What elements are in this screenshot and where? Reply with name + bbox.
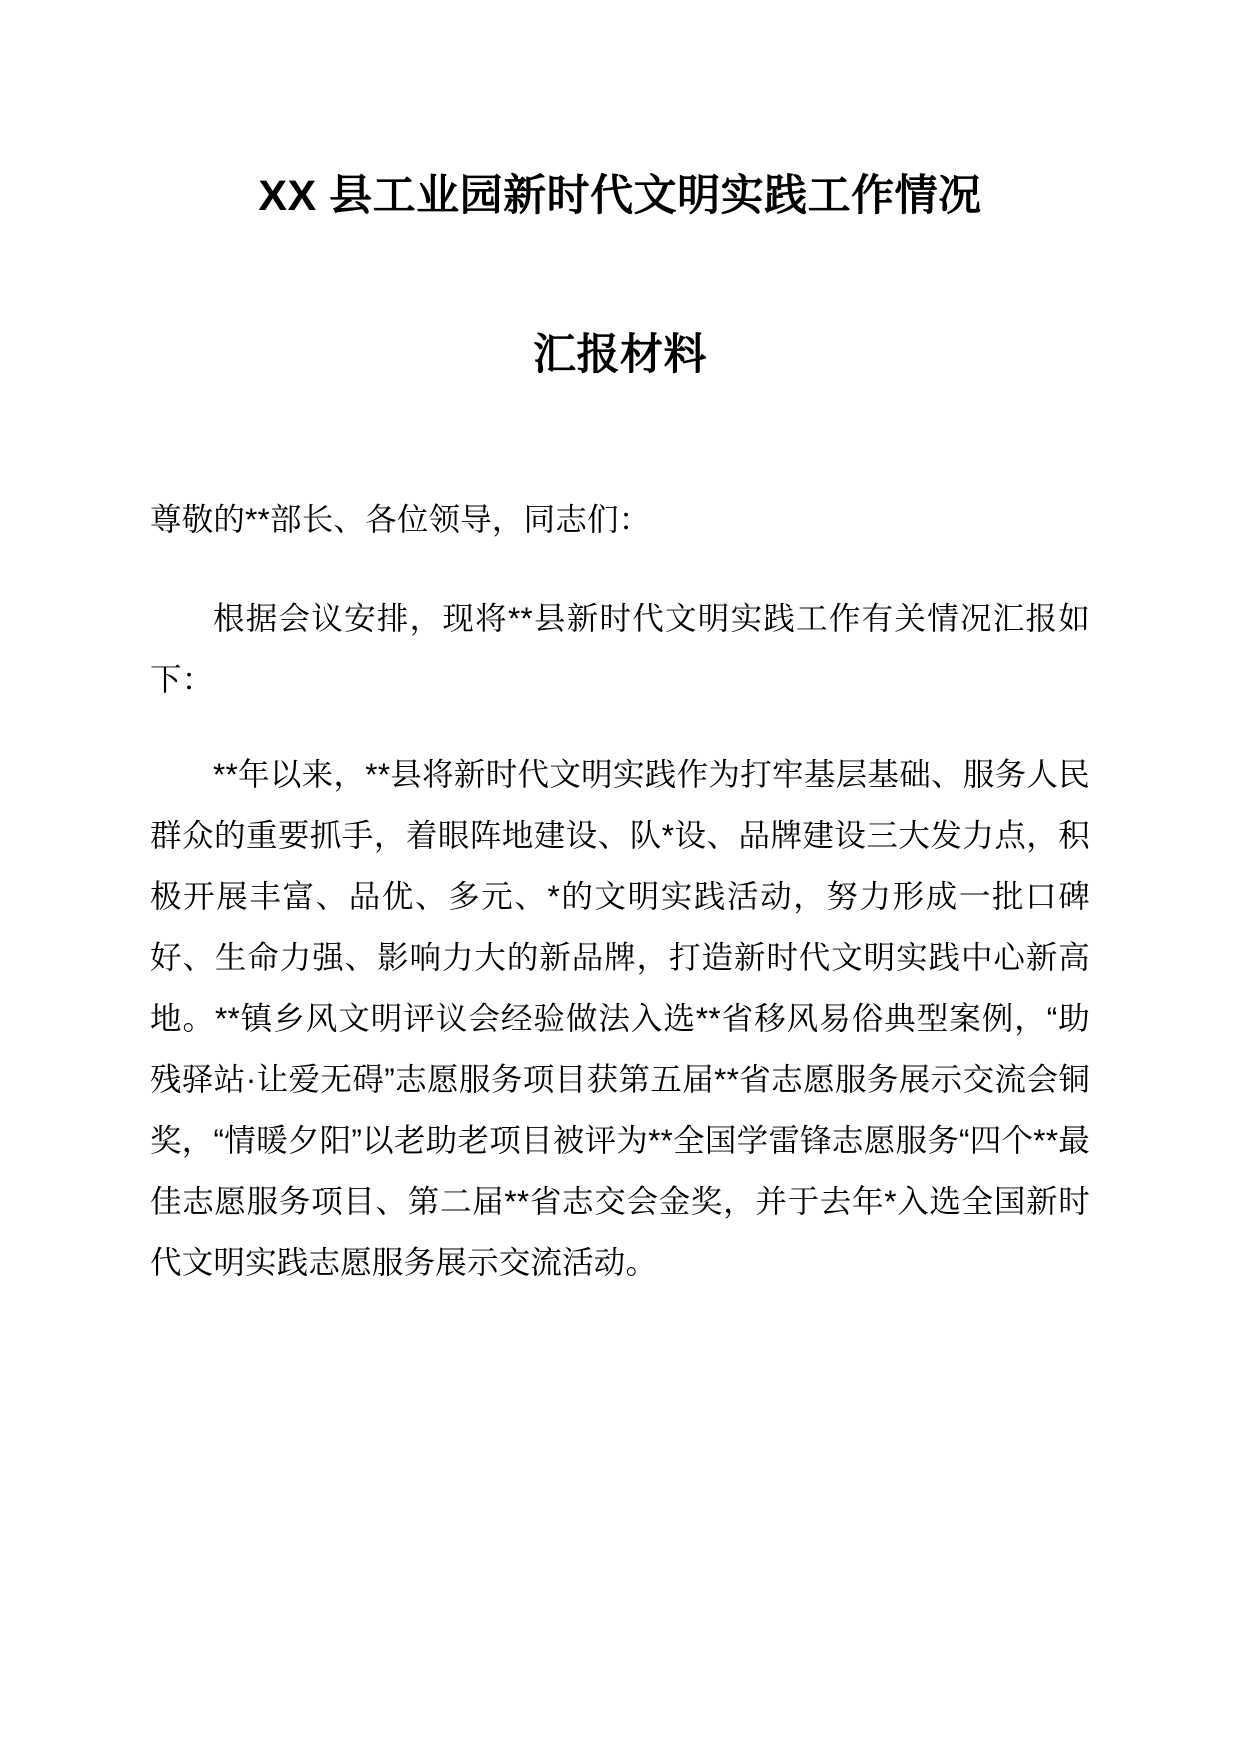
title-line-secondary: 汇报材料	[533, 331, 707, 380]
intro-paragraph: 根据会议安排，现将**县新时代文明实践工作有关情况汇报如下：	[150, 599, 1090, 697]
document-body	[150, 381, 1090, 1293]
title-line-primary: XX 县工业园新时代文明实践工作情况	[258, 172, 982, 220]
overview-paragraph: **年以来，**县将新时代文明实践作为打牢基层基础、服务人民群众的重要抓手，着眼阵地建设、队*设、品牌建设三大发力点，积极开展丰富、品优、多元、*的文明实践活动，努力形成一批口碑好、生命力强、影响力大的新品牌，打造新时代文明实践中心新高地。**镇乡风文明评议会经验做法入选**省移风易俗典型案例，“助残驿站·让爱无碍”志愿服务项目获第五届**省志愿服务展示交流会铜奖，“情暖夕阳”以老助老项目被评为**全国学雷锋志愿服务“四个**最佳志愿服务项目、第二届**省志交会金奖，并于去年*入选全国新时代文明实践志愿服务展示交流活动。	[150, 755, 1090, 1280]
salutation-paragraph: 尊敬的**部长、各位领导，同志们：	[150, 500, 651, 537]
document-title	[150, 0, 1090, 381]
